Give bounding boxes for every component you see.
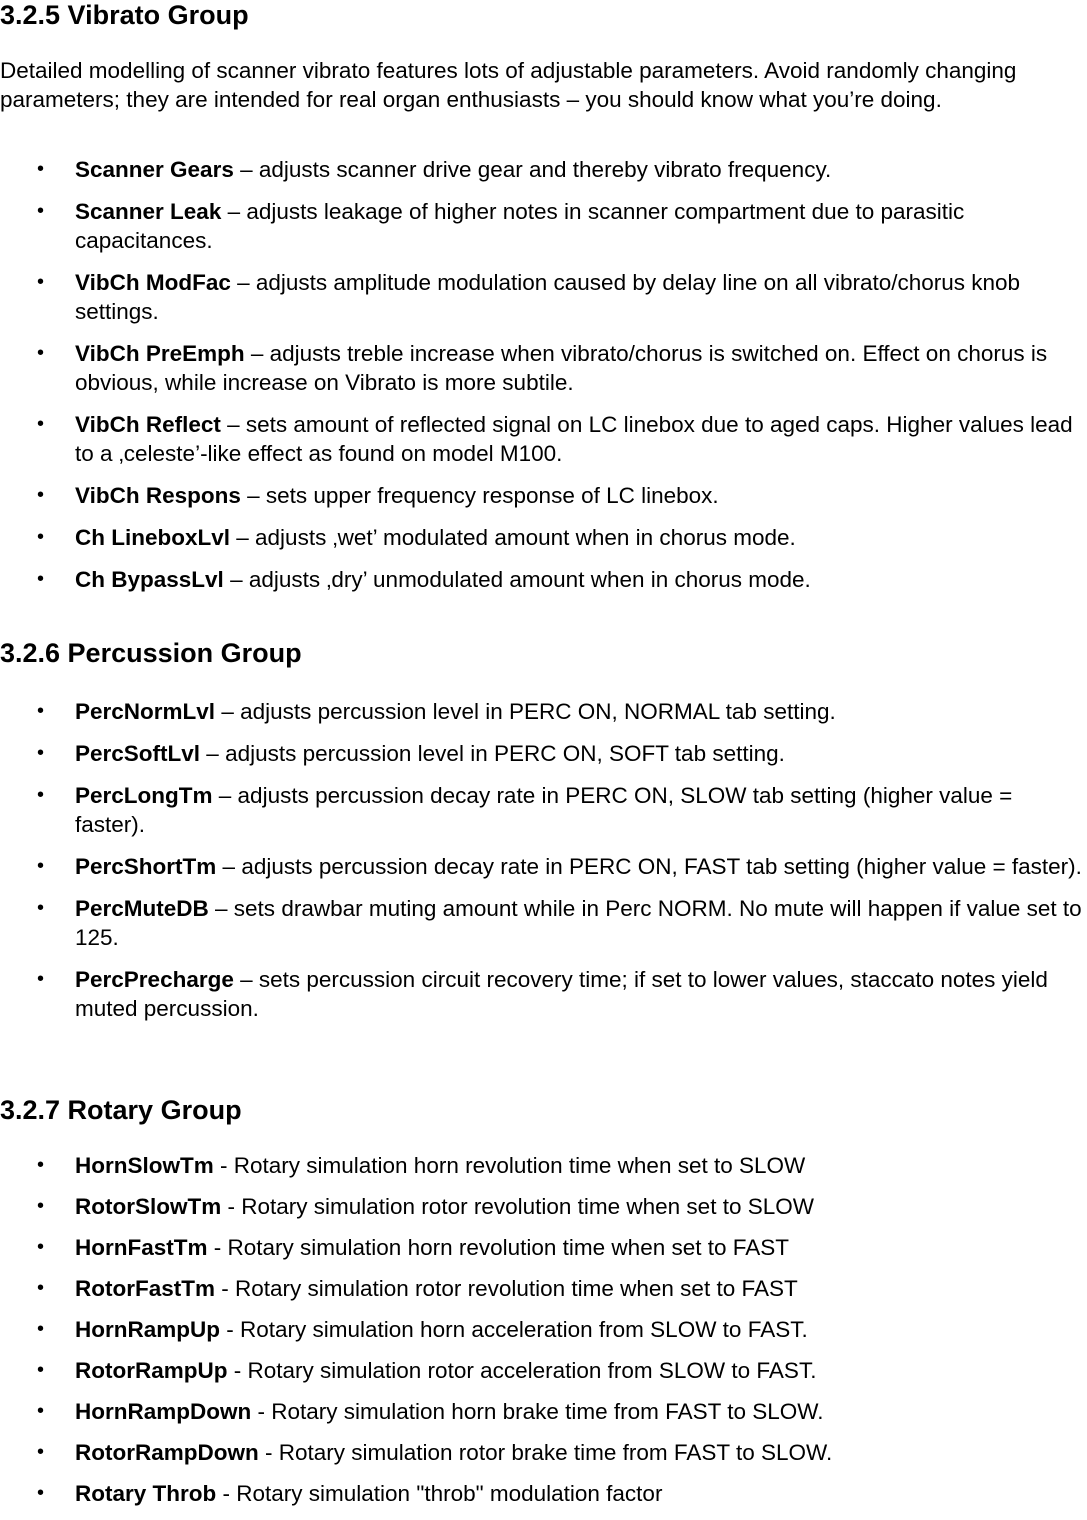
bullet-icon: •: [37, 784, 45, 806]
list-item: [0, 523, 1087, 552]
rotary-parameter-list: [0, 1151, 1087, 1520]
list-item: [0, 1151, 1087, 1180]
bullet-icon: •: [37, 413, 45, 435]
parameter-term: PercSoftLvl: [75, 741, 201, 766]
percussion-parameter-list: [0, 697, 1087, 1036]
bullet-icon: •: [37, 1359, 45, 1381]
parameter-description: – adjusts scanner drive gear and thereby vibrato frequency.: [233, 157, 832, 182]
parameter-description: - Rotary simulation horn brake time from FAST to SLOW.: [251, 1399, 824, 1424]
parameter-term: VibCh Reflect: [75, 412, 221, 437]
parameter-term: Scanner Leak: [75, 199, 222, 224]
list-item: [0, 155, 1087, 184]
parameter-description: – adjusts ‚dry’ unmodulated amount when in chorus mode.: [223, 567, 811, 592]
bullet-icon: •: [37, 968, 45, 990]
parameter-term: PercNormLvl: [75, 699, 216, 724]
list-item: [0, 1315, 1087, 1344]
parameter-description: – adjusts treble increase when vibrato/chorus is switched on. Effect on chorus is obvious, while increase on Vibrato is more subtile.: [75, 341, 1048, 395]
list-item: [0, 1233, 1087, 1262]
vibrato-parameter-list: [0, 155, 1087, 607]
list-item: [0, 697, 1087, 726]
parameter-description: - Rotary simulation "throb" modulation factor: [216, 1481, 663, 1506]
parameter-description: – sets drawbar muting amount while in Perc NORM. No mute will happen if value set to 125.: [75, 896, 1082, 950]
parameter-description: - Rotary simulation horn revolution time when set to FAST: [207, 1235, 790, 1260]
list-item: [0, 894, 1087, 952]
bullet-icon: •: [37, 568, 45, 590]
parameter-term: VibCh ModFac: [75, 270, 231, 295]
bullet-icon: •: [37, 1318, 45, 1340]
bullet-icon: •: [37, 158, 45, 180]
parameter-term: RotorRampDown: [75, 1440, 259, 1465]
parameter-description: - Rotary simulation horn revolution time when set to SLOW: [213, 1153, 806, 1178]
bullet-icon: •: [37, 1400, 45, 1422]
list-item: [0, 1356, 1087, 1385]
parameter-term: VibCh Respons: [75, 483, 241, 508]
parameter-description: – sets amount of reflected signal on LC linebox due to aged caps. Higher values lead to a ‚celeste’-like effect as found on model M100.: [75, 412, 1073, 466]
parameter-term: HornFastTm: [75, 1235, 208, 1260]
bullet-icon: •: [37, 484, 45, 506]
list-item: [0, 965, 1087, 1023]
bullet-icon: •: [37, 1195, 45, 1217]
list-item: [0, 1274, 1087, 1303]
bullet-icon: •: [37, 855, 45, 877]
parameter-term: RotorFastTm: [75, 1276, 215, 1301]
list-item: [0, 481, 1087, 510]
parameter-term: PercPrecharge: [75, 967, 234, 992]
list-item: [0, 739, 1087, 768]
list-item: [0, 565, 1087, 594]
parameter-description: – adjusts amplitude modulation caused by delay line on all vibrato/chorus knob settings.: [75, 270, 1021, 324]
section-heading-percussion: 3.2.6 Percussion Group: [0, 638, 302, 668]
parameter-description: - Rotary simulation horn acceleration from SLOW to FAST.: [220, 1317, 808, 1342]
bullet-icon: •: [37, 1236, 45, 1258]
parameter-description: - Rotary simulation rotor revolution time when set to FAST: [215, 1276, 798, 1301]
bullet-icon: •: [37, 1441, 45, 1463]
parameter-term: HornRampDown: [75, 1399, 252, 1424]
list-item: [0, 852, 1087, 881]
parameter-term: Ch BypassLvl: [75, 567, 224, 592]
parameter-description: – adjusts percussion decay rate in PERC ON, SLOW tab setting (higher value = faster).: [75, 783, 1013, 837]
list-item: [0, 1192, 1087, 1221]
parameter-description: – adjusts percussion level in PERC ON, SOFT tab setting.: [200, 741, 785, 766]
vibrato-intro-paragraph: Detailed modelling of scanner vibrato features lots of adjustable parameters. Avoid randomly changing parameters; they are intended for real organ enthusiasts – you should know what you’re doing.: [0, 58, 1017, 112]
bullet-icon: •: [37, 897, 45, 919]
parameter-description: - Rotary simulation rotor acceleration from SLOW to FAST.: [227, 1358, 817, 1383]
parameter-description: – adjusts ‚wet’ modulated amount when in chorus mode.: [230, 525, 796, 550]
section-heading-vibrato: 3.2.5 Vibrato Group: [0, 0, 249, 30]
parameter-term: Rotary Throb: [75, 1481, 217, 1506]
parameter-term: Scanner Gears: [75, 157, 234, 182]
parameter-description: – adjusts percussion decay rate in PERC ON, FAST tab setting (higher value = faster).: [216, 854, 1082, 879]
parameter-description: - Rotary simulation rotor brake time from FAST to SLOW.: [258, 1440, 833, 1465]
bullet-icon: •: [37, 526, 45, 548]
bullet-icon: •: [37, 1482, 45, 1504]
parameter-term: HornRampUp: [75, 1317, 220, 1342]
parameter-term: PercLongTm: [75, 783, 213, 808]
parameter-term: PercMuteDB: [75, 896, 209, 921]
list-item: [0, 410, 1087, 468]
parameter-term: HornSlowTm: [75, 1153, 214, 1178]
bullet-icon: •: [37, 700, 45, 722]
parameter-term: RotorSlowTm: [75, 1194, 222, 1219]
list-item: [0, 781, 1087, 839]
parameter-description: – sets percussion circuit recovery time; if set to lower values, staccato notes yield muted percussion.: [75, 967, 1048, 1021]
parameter-term: PercShortTm: [75, 854, 217, 879]
list-item: [0, 197, 1087, 255]
parameter-description: – sets upper frequency response of LC linebox.: [240, 483, 719, 508]
list-item: [0, 268, 1087, 326]
parameter-description: – adjusts percussion level in PERC ON, NORMAL tab setting.: [215, 699, 836, 724]
bullet-icon: •: [37, 271, 45, 293]
list-item: [0, 1438, 1087, 1467]
bullet-icon: •: [37, 200, 45, 222]
bullet-icon: •: [37, 742, 45, 764]
list-item: [0, 1479, 1087, 1508]
section-heading-rotary: 3.2.7 Rotary Group: [0, 1095, 242, 1125]
bullet-icon: •: [37, 342, 45, 364]
parameter-description: – adjusts leakage of higher notes in scanner compartment due to parasitic capacitances.: [75, 199, 965, 253]
bullet-icon: •: [37, 1154, 45, 1176]
parameter-term: Ch LineboxLvl: [75, 525, 231, 550]
parameter-description: - Rotary simulation rotor revolution time when set to SLOW: [221, 1194, 814, 1219]
list-item: [0, 339, 1087, 397]
parameter-term: RotorRampUp: [75, 1358, 228, 1383]
bullet-icon: •: [37, 1277, 45, 1299]
parameter-term: VibCh PreEmph: [75, 341, 245, 366]
list-item: [0, 1397, 1087, 1426]
